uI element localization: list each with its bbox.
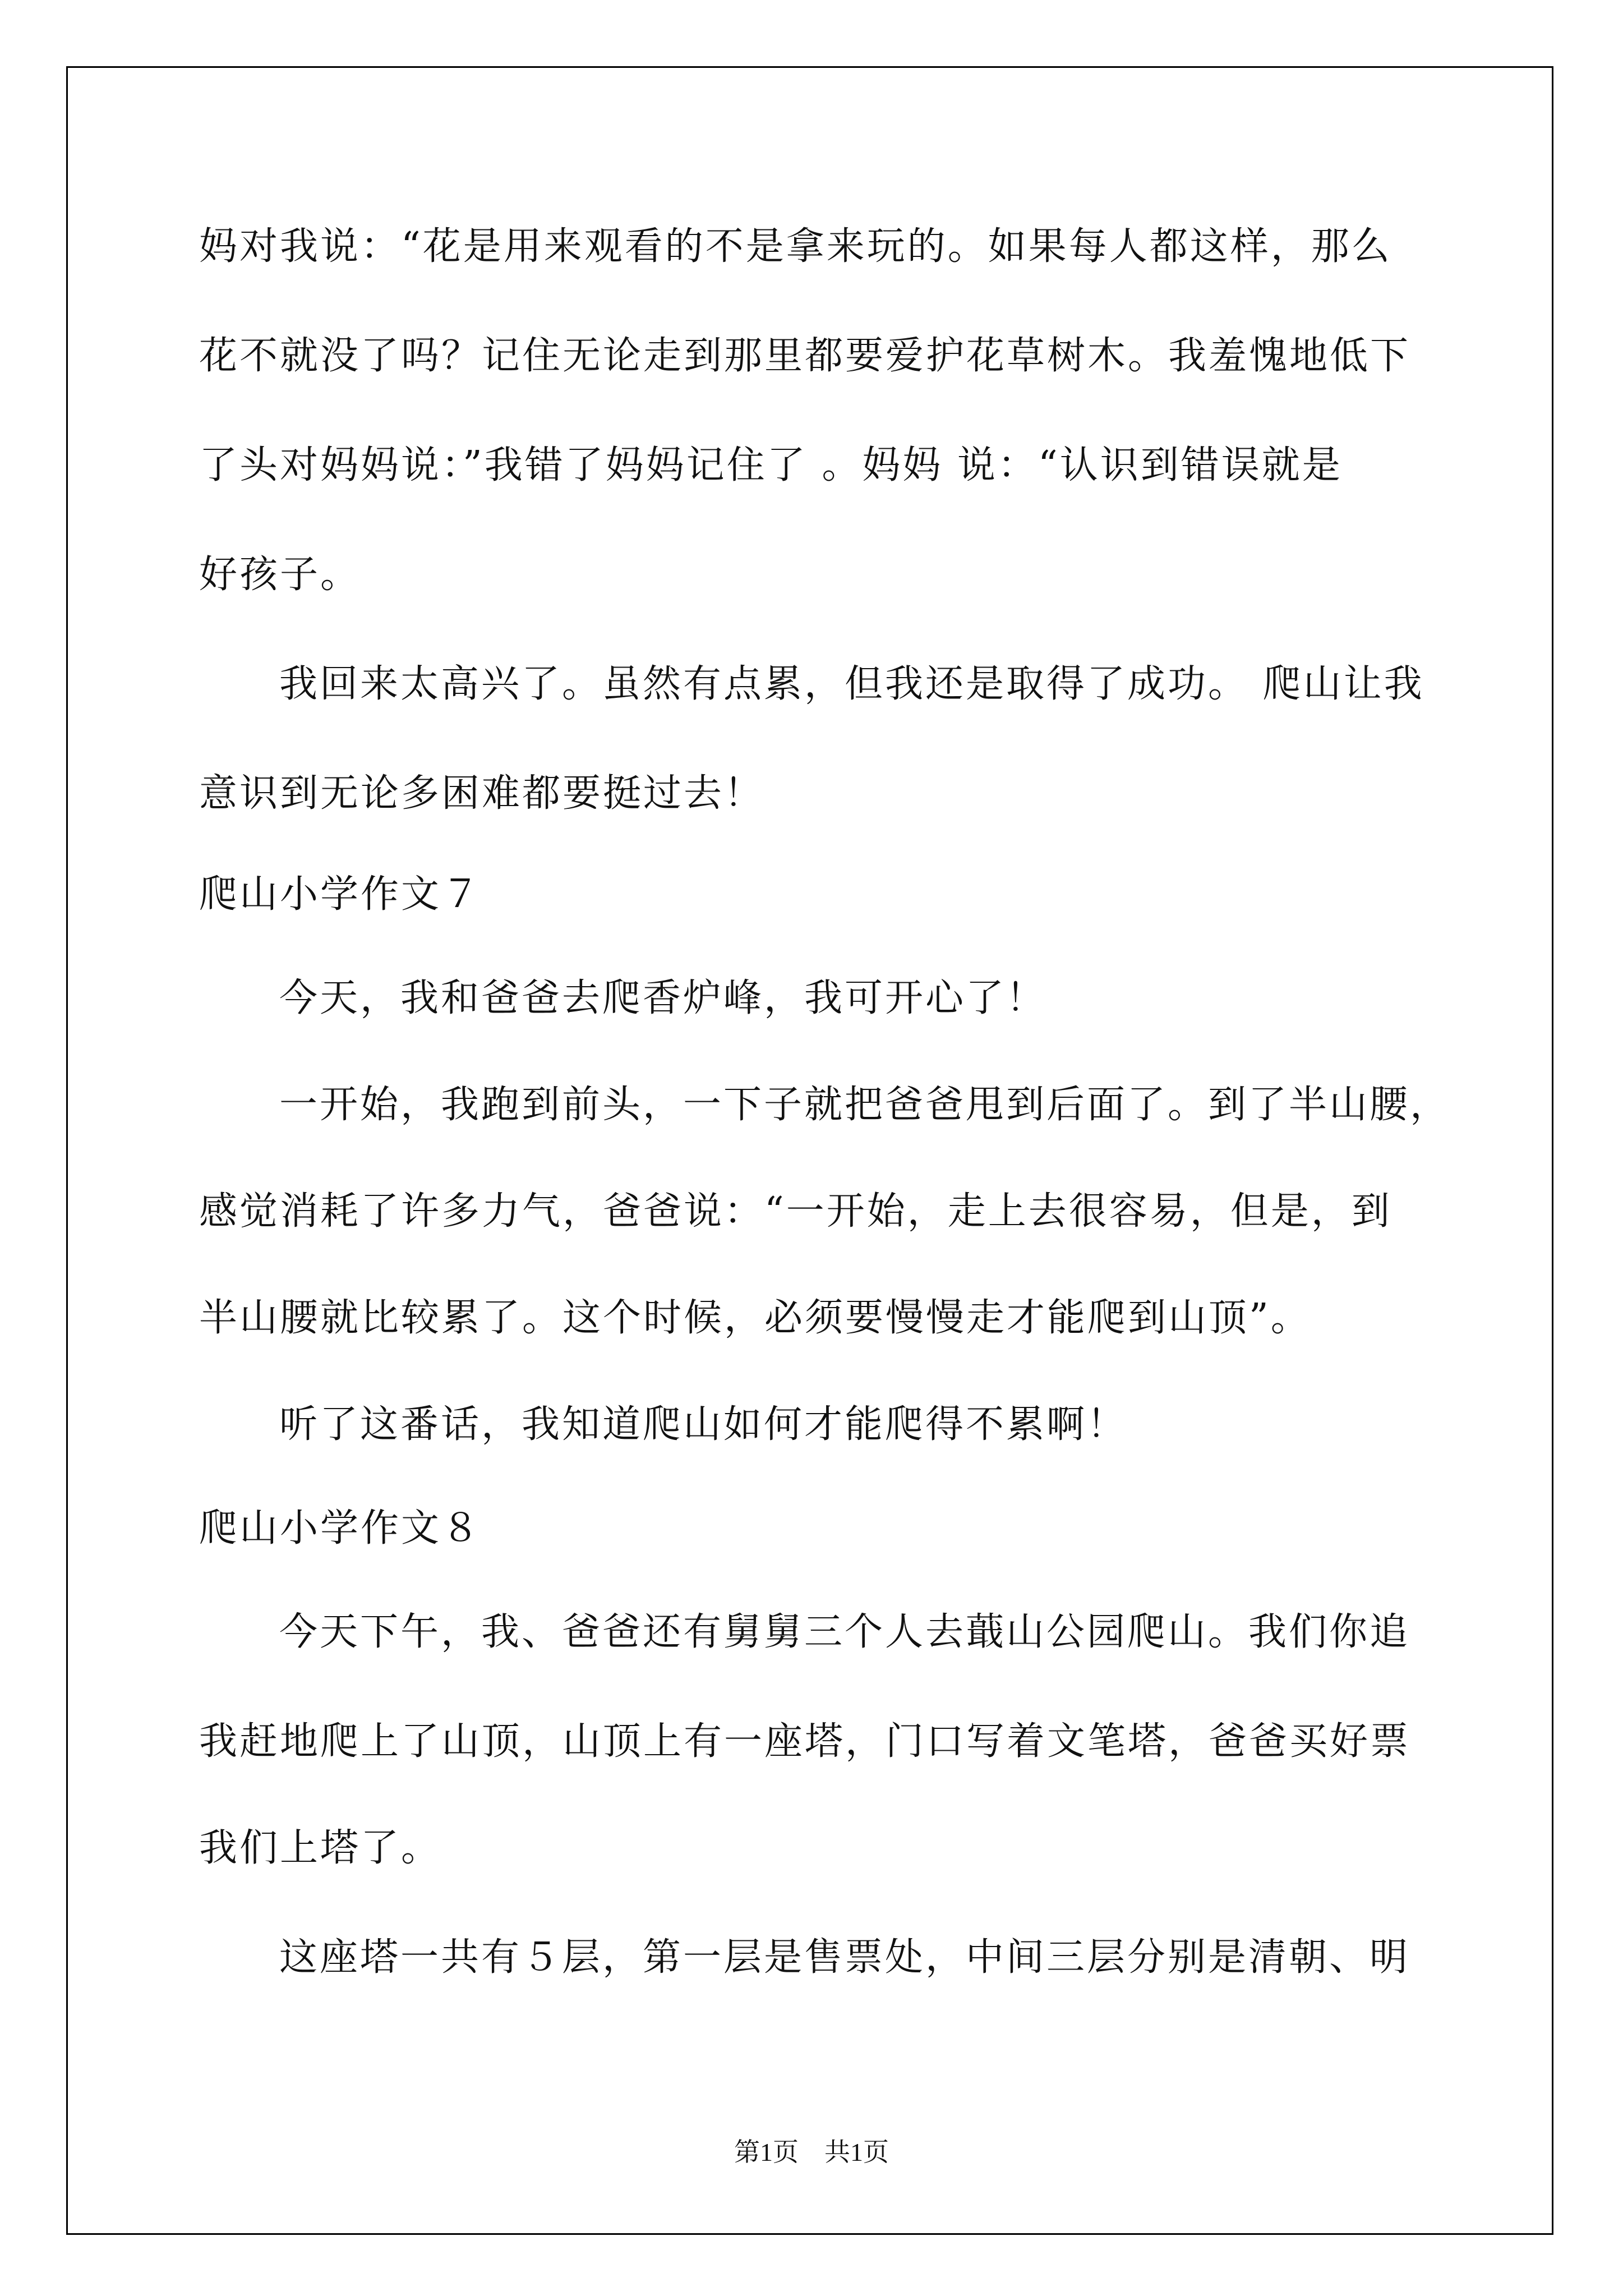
section-heading: 爬山小学作文８ (199, 1506, 482, 1550)
text-line: 听了这番话，我知道爬山如何才能爬得不累啊！ (279, 1402, 1128, 1447)
page-footer: 第1页 共1页 (734, 2138, 889, 2166)
text-line: 妈对我说：“花是用来观看的不是拿来玩的。如果每人都这样，那么 (199, 224, 1392, 269)
page-border (66, 66, 1553, 2235)
text-line: 今天下午，我、爸爸还有舅舅三个人去蕺山公园爬山。我们你追 (279, 1610, 1410, 1654)
text-line: 今天，我和爸爸去爬香炉峰，我可开心了！ (279, 976, 1047, 1020)
text-line: 好孩子。 (199, 553, 361, 597)
text-line: 了头对妈妈说：”我错了妈妈记住了 。妈妈 说：“认识到错误就是 (199, 443, 1343, 487)
text-line: 半山腰就比较累了。这个时候，必须要慢慢走才能爬到山顶”。 (199, 1296, 1311, 1340)
text-line: 这座塔一共有５层，第一层是售票处，中间三层分别是清朝、明 (279, 1935, 1410, 1980)
section-heading: 爬山小学作文７ (199, 872, 482, 917)
text-line: 意识到无论多困难都要挺过去！ (199, 771, 765, 816)
text-line: 我回来太高兴了。虽然有点累，但我还是取得了成功。 爬山让我 (279, 662, 1424, 706)
text-line: 我们上塔了。 (199, 1826, 442, 1870)
text-line: 感觉消耗了许多力气，爸爸说：“一开始，走上去很容易，但是，到 (199, 1189, 1392, 1234)
text-line: 我赶地爬上了山顶，山顶上有一座塔，门口写着文笔塔，爸爸买好票 (199, 1719, 1411, 1764)
text-line: 花不就没了吗？记住无论走到那里都要爱护花草树木。我羞愧地低下 (199, 334, 1411, 378)
text-line: 一开始，我跑到前头，一下子就把爸爸甩到后面了。到了半山腰， (279, 1083, 1451, 1127)
